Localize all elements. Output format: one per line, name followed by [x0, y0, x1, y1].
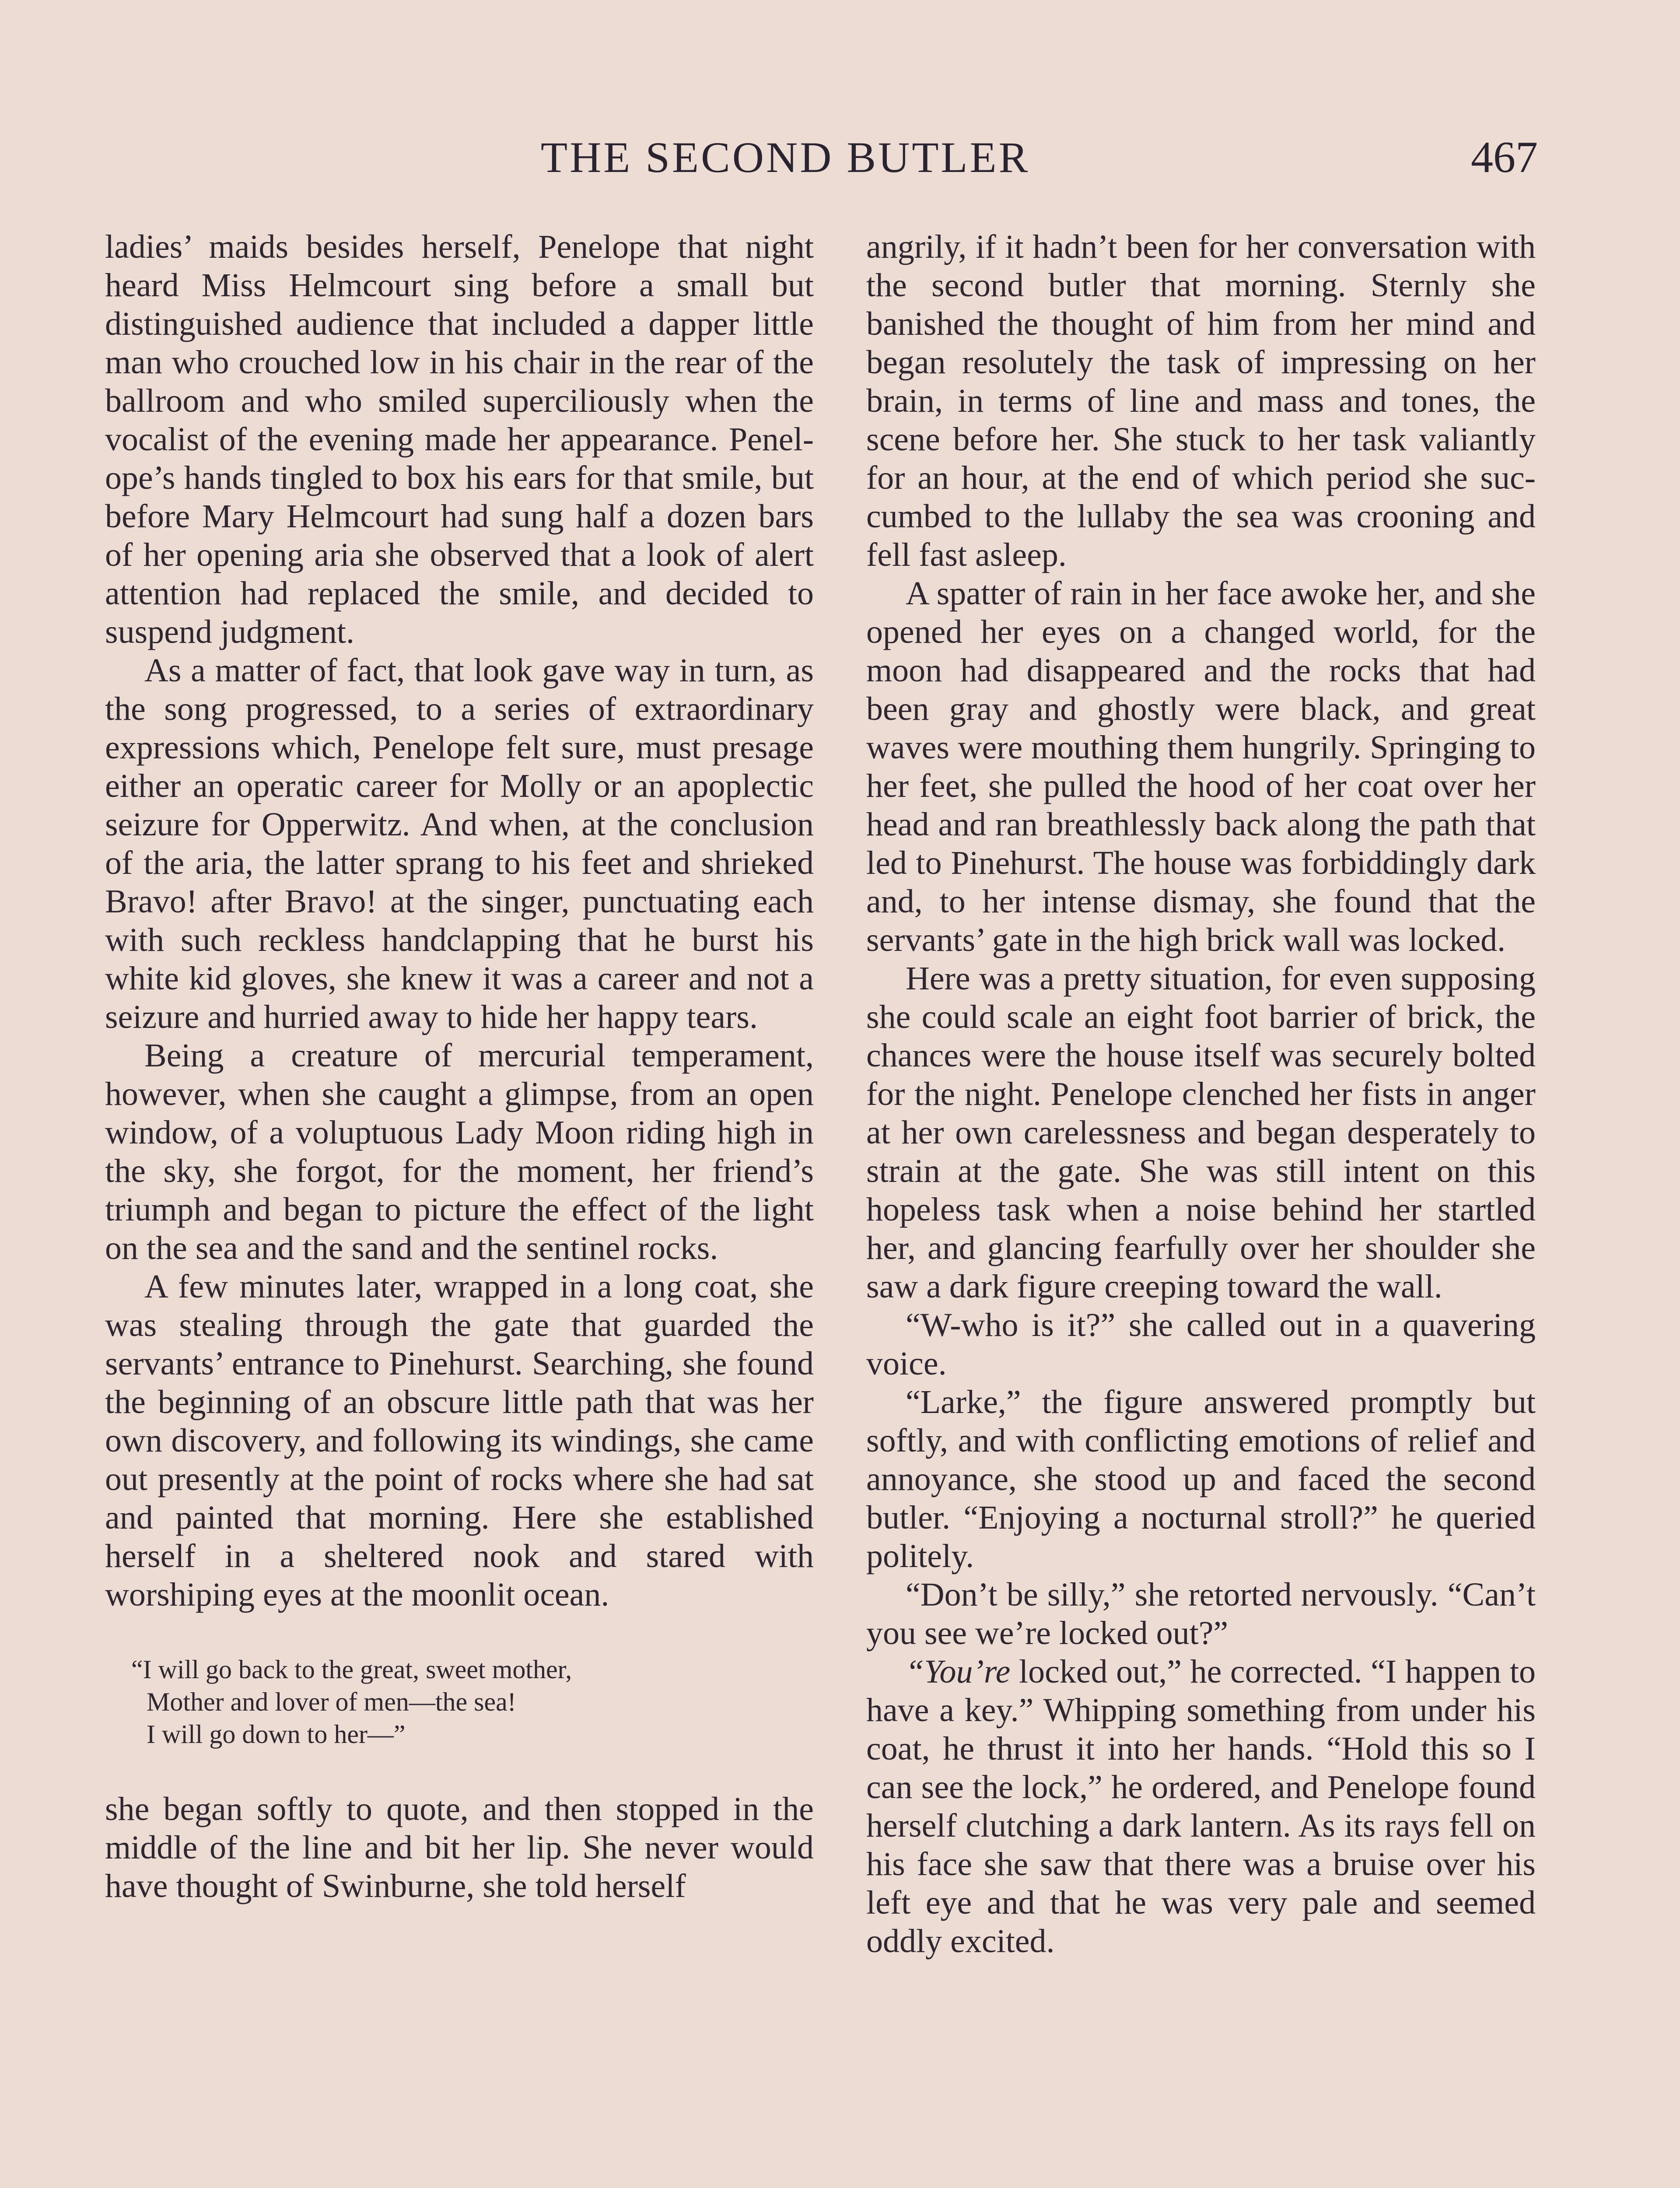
poem-line-2: Mother and lover of men—the sea!: [147, 1687, 516, 1716]
page-number: 467: [1471, 133, 1538, 182]
right-paragraph-7: [866, 1652, 1536, 1960]
right-paragraph-3: Here was a pretty situation, for even supposing she could scale an eight foot barrier of brick, the chances were the house itself was securely bolted for the night. Penelope clenched her fists in anger at her own carelessness and began desperately to strain at the gate. She was still intent on this hopeless task when a noise behind her startled her, and glancing fearfully over her shoulder she saw a dark figure creeping toward the wall.: [866, 960, 1536, 1305]
right-paragraph-2: A spatter of rain in her face awoke her, and she opened her eyes on a changed world, for the moon had disappeared and the rocks that had been gray and ghostly were black, and great waves were mouthing them hungrily. Springing to her feet, she pulled the hood of her coat over her head and ran breathlessly back along the path that led to Pinehurst. The house was forbiddingly dark and, to her intense dismay, she found that the servants’ gate in the high brick wall was locked.: [866, 575, 1536, 958]
right-paragraph-4: “W-who is it?” she called out in a quavering voice.: [866, 1307, 1536, 1382]
running-title: THE SECOND BUTLER: [541, 133, 1030, 182]
left-paragraph-5: she began softly to quote, and then stopped in the middle of the line and bit her lip. She never would have thought of Swinburne, she told herself: [105, 1791, 814, 1904]
poem-quote: [131, 1653, 814, 1750]
poem-line-3: I will go down to her—”: [147, 1720, 406, 1749]
right-paragraph-1: angrily, if it hadn’t been for her conversation with the second butler that morning. Sternly she banished the thought of him from her mind and began resolutely the task of impressing on her brain, in terms of line and mass and tones, the scene before her. She stuck to her task valiantly for an hour, at the end of which period she succumbed to the lullaby the sea was crooning and fell fast asleep.: [866, 228, 1536, 573]
right-paragraph-7-text: locked out,” he corrected. “I happen to have a key.” Whipping something from under his coat, he thrust it into her hands. “Hold this so I can see the lock,” he ordered, and Penelope found herself clutching a dark lantern. As its rays fell on his face she saw that there was a bruise over his left eye and that he was very pale and seemed oddly excited.: [866, 1653, 1536, 1960]
left-column: [105, 228, 814, 1905]
left-paragraph-1: ladies’ maids besides herself, Penelope that night heard Miss Helmcourt sing before a small but distinguished audience that included a dapper little man who crouched low in his chair in the rear of the ballroom and who smiled superciliously when the vocalist of the evening made her appearance. Penelope’s hands tingled to box his ears for that smile, but before Mary Helmcourt had sung half a dozen bars of her opening aria she observed that a look of alert attention had replaced the smile, and decided to suspend judgment.: [105, 228, 814, 650]
left-paragraph-4: A few minutes later, wrapped in a long coat, she was stealing through the gate that guarded the servants’ entrance to Pinehurst. Searching, she found the beginning of an obscure little path that was her own discovery, and following its windings, she came out presently at the point of rocks where she had sat and painted that morning. Here she established herself in a sheltered nook and stared with worshiping eyes at the moonlit ocean.: [105, 1268, 814, 1613]
left-paragraph-3: Being a creature of mercurial temperament, however, when she caught a glimpse, from an open window, of a voluptuous Lady Moon riding high in the sky, she forgot, for the moment, her friend’s triumph and began to picture the effect of the light on the sea and the sand and the sentinel rocks.: [105, 1037, 814, 1266]
right-paragraph-7-emphasis: “You’re: [906, 1653, 1011, 1690]
poem-line-1: “I will go back to the great, sweet mother,: [131, 1655, 572, 1684]
right-paragraph-6: “Don’t be silly,” she retorted nervously. “Can’t you see we’re locked out?”: [866, 1576, 1536, 1652]
right-paragraph-5: “Larke,” the figure answered promptly but softly, and with conflicting emotions of relief and annoyance, she stood up and faced the second butler. “Enjoying a nocturnal stroll?” he queried politely.: [866, 1384, 1536, 1574]
page-header: [0, 127, 1680, 188]
left-paragraph-2: As a matter of fact, that look gave way in turn, as the song progressed, to a series of extraordinary expressions which, Penelope felt sure, must presage either an operatic career for Molly or an apoplectic seizure for Opperwitz. And when, at the conclusion of the aria, the latter sprang to his feet and shrieked Bravo! after Bravo! at the singer, punctuating each with such reckless handclapping that he burst his white kid gloves, she knew it was a career and not a seizure and hurried away to hide her happy tears.: [105, 652, 814, 1035]
right-column: [866, 228, 1536, 1960]
